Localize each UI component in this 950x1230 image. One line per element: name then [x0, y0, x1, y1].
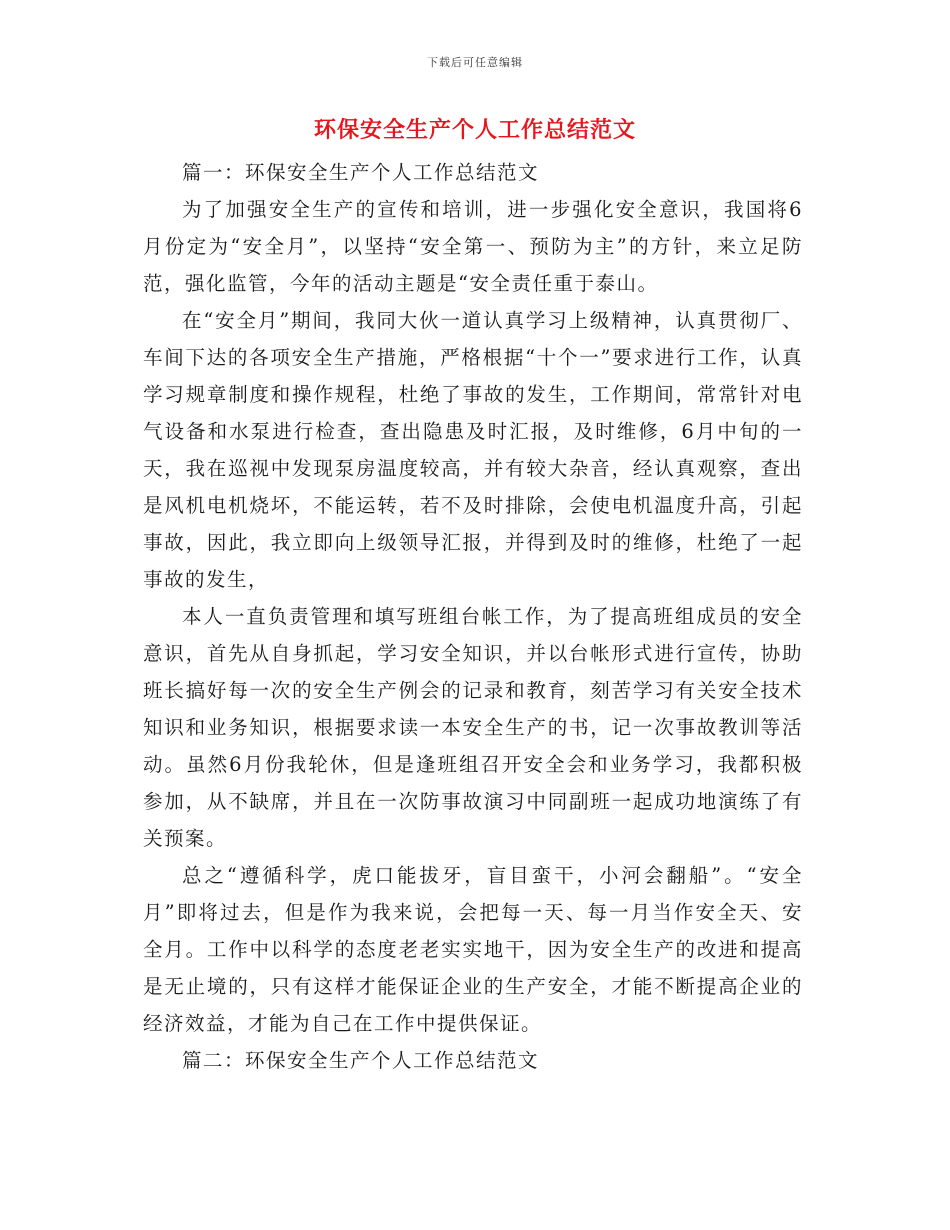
document-body	[143, 154, 803, 1079]
body-paragraph: 在“安全月”期间，我同大伙一道认真学习上级精神，认真贯彻厂、车间下达的各项安全生产措施，严格根据“十个一”要求进行工作，认真学习规章制度和操作规程，杜绝了事故的发生，工作期间，常常针对电气设备和水泵进行检查，查出隐患及时汇报，及时维修，6月中旬的一天，我在巡视中发现泵房温度较高，并有较大杂音，经认真观察，查出是风机电机烧坏，不能运转，若不及时排除，会使电机温度升高，引起事故，因此，我立即向上级领导汇报，并得到及时的维修，杜绝了一起事故的发生，	[143, 309, 803, 591]
page-header-note: 下载后可任意编辑	[427, 56, 523, 69]
section-heading-2: 篇二：环保安全生产个人工作总结范文	[182, 1049, 540, 1072]
section-heading-1: 篇一：环保安全生产个人工作总结范文	[182, 161, 540, 184]
document-title: 环保安全生产个人工作总结范文	[313, 117, 636, 143]
body-paragraph: 为了加强安全生产的宣传和培训，进一步强化安全意识，我国将6月份定为“安全月”，以坚持“安全第一、预防为主”的方针，来立足防范，强化监管，今年的活动主题是“安全责任重于泰山。	[143, 198, 803, 295]
body-paragraph: 总之“遵循科学，虎口能拔牙，盲目蛮干，小河会翻船”。“安全月”即将过去，但是作为我来说，会把每一天、每一月当作安全天、安全月。工作中以科学的态度老老实实地干，因为安全生产的改进和提高是无止境的，只有这样才能保证企业的生产安全，才能不断提高企业的经济效益，才能为自己在工作中提供保证。	[143, 864, 803, 1035]
body-paragraph: 本人一直负责管理和填写班组台帐工作，为了提高班组成员的安全意识，首先从自身抓起，学习安全知识，并以台帐形式进行宣传，协助班长搞好每一次的安全生产例会的记录和教育，刻苦学习有关安全技术知识和业务知识，根据要求读一本安全生产的书，记一次事故教训等活动。虽然6月份我轮休，但是逢班组召开安全会和业务学习，我都积极参加，从不缺席，并且在一次防事故演习中同副班一起成功地演练了有关预案。	[143, 605, 803, 850]
